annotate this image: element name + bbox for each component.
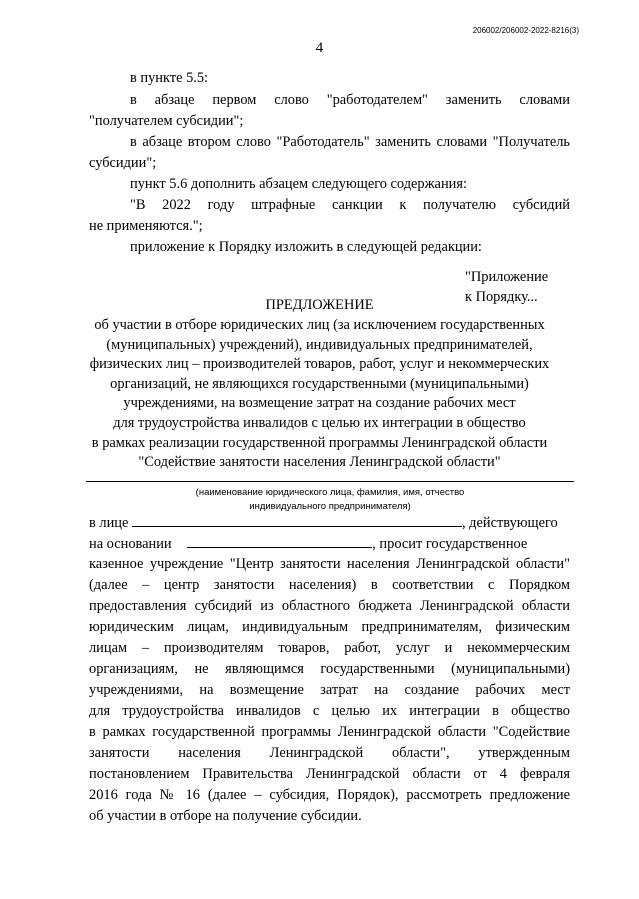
basis-document-field[interactable] [187,534,372,548]
subtitle-line: для трудоустройства инвалидов с целью их интеграции в общество [113,414,526,431]
subtitle-line: об участии в отборе юридических лиц (за исключением государственных [94,317,545,333]
in-person-line [89,513,558,533]
page-number: 4 [315,40,324,56]
body-line: юридическим лицам, индивидуальным предпринимателям, физическим [89,619,570,635]
in-person-suffix: , действующего [461,515,558,531]
amendment-line: субсидии"; [89,155,157,171]
in-person-label: в лице [89,515,129,531]
caption-line: индивидуального предпринимателя) [249,500,411,512]
caption-line: (наименование юридического лица, фамилия, имя, отчество [195,487,465,498]
registration-number: 206002/206002-2022-8216(3) [472,26,579,35]
amendment-line: в абзаце первом слово "работодателем" заменить словами [130,92,570,108]
representative-name-field[interactable] [132,513,462,527]
basis-line [89,534,527,554]
body-line: лицам – производителям товаров, работ, услуг и некоммерческим [89,640,570,656]
document-title: ПРЕДЛОЖЕНИЕ [265,297,374,313]
appendix-reference: к Порядку... [465,289,538,305]
body-line: в рамках государственной программы Ленинградской области "Содействие [89,724,570,740]
body-line: предоставления субсидий из областного бюджета Ленинградской области [89,598,570,614]
amendment-line: приложение к Порядку изложить в следующей редакции: [130,239,482,255]
subtitle-line: (муниципальных) учреждений), индивидуальных предпринимателей, [106,336,533,353]
amendment-line: в абзаце втором слово "Работодатель" заменить словами "Получатель [130,134,570,150]
field-caption [86,486,574,513]
subtitle-line: в рамках реализации государственной программы Ленинградской области [91,434,548,451]
subtitle-line: организаций, не являющихся государственными (муниципальными) [110,375,529,392]
document-subtitle [0,316,639,473]
basis-label: на основании [89,536,172,552]
body-line: (далее – центр занятости населения) в соответствии с Порядком [89,577,570,593]
appendix-reference: "Приложение [465,269,549,285]
body-line: постановлением Правительства Ленинградской области от 4 февраля [89,766,570,782]
applicant-name-field[interactable] [86,481,574,482]
body-line: для трудоустройства инвалидов с целью их интеграции в общество [89,703,570,719]
body-line: казенное учреждение "Центр занятости населения Ленинградской области" [89,556,570,572]
body-line: об участии в отборе на получение субсидии. [89,808,362,824]
amendment-line: "В 2022 году штрафные санкции к получателю субсидий [130,197,570,213]
amendment-line: пункт 5.6 дополнить абзацем следующего содержания: [130,176,467,192]
amendment-line: "получателем субсидии"; [89,113,244,129]
subtitle-line: учреждениями, на возмещение затрат на создание рабочих мест [123,395,516,412]
body-line: учреждениями, на возмещение затрат на создание рабочих мест [89,682,570,698]
amendment-line: в пункте 5.5: [130,70,209,86]
amendment-line: не применяются."; [89,218,203,234]
body-line: занятости населения Ленинградской области", утвержденным [89,745,570,761]
subtitle-line: физических лиц – производителей товаров, работ, услуг и некоммерческих [89,356,550,373]
body-line: 2016 года № 16 (далее – субсидия, Порядок), рассмотреть предложение [89,787,570,803]
body-line: организациям, не являющимся государственными (муниципальными) [89,661,570,677]
basis-suffix: , просит государственное [372,536,528,552]
subtitle-line: "Содействие занятости населения Ленинградской области" [138,454,501,471]
